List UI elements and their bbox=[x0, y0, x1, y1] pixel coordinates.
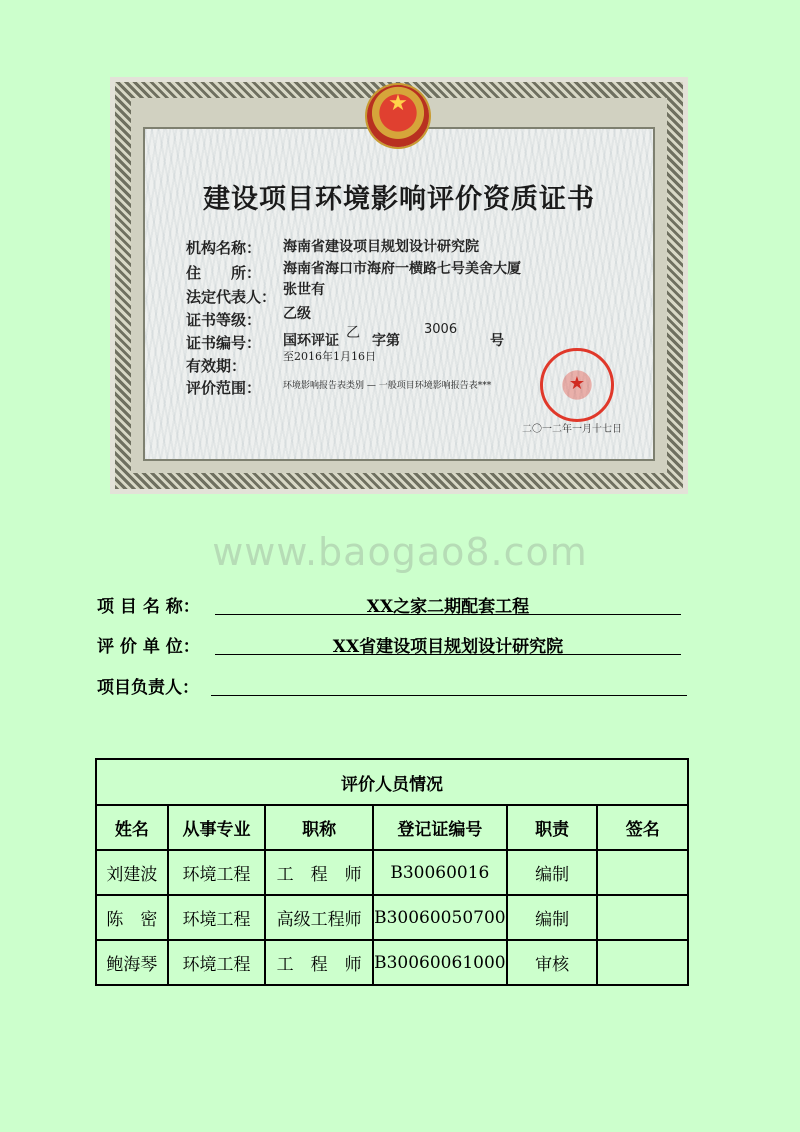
cell-title: 工 程 师 bbox=[265, 850, 373, 895]
staff-table bbox=[95, 758, 689, 986]
cert-value-org: 海南省建设项目规划设计研究院 bbox=[283, 239, 479, 255]
cert-issue-date: 二〇一二年一月十七日 bbox=[522, 424, 622, 435]
cell-specialty: 环境工程 bbox=[168, 895, 266, 940]
table-row bbox=[96, 895, 688, 940]
table-row bbox=[96, 940, 688, 985]
table-row bbox=[96, 850, 688, 895]
header-signature: 签名 bbox=[597, 805, 688, 850]
cert-value-address: 海南省海口市海府一横路七号美舍大厦 bbox=[283, 261, 521, 277]
header-title: 职称 bbox=[265, 805, 373, 850]
project-name-label: 项 目 名 称： bbox=[97, 597, 200, 617]
cell-cert-number: B30060061000 bbox=[373, 940, 507, 985]
cell-specialty: 环境工程 bbox=[168, 850, 266, 895]
staff-table-header bbox=[96, 805, 688, 850]
cell-name: 鲍海琴 bbox=[96, 940, 168, 985]
cell-signature[interactable] bbox=[597, 895, 688, 940]
cert-value-grade: 乙级 bbox=[283, 306, 311, 322]
cert-value-number-prefix: 国环评证 bbox=[283, 333, 339, 349]
cell-cert-number: B30060016 bbox=[373, 850, 507, 895]
cell-duty: 编制 bbox=[507, 850, 598, 895]
project-leader-value bbox=[211, 673, 687, 696]
cert-value-number-grade: 乙 bbox=[346, 325, 360, 341]
cell-duty: 编制 bbox=[507, 895, 598, 940]
official-seal-icon: ★ bbox=[540, 348, 614, 422]
cell-title: 工 程 师 bbox=[265, 940, 373, 985]
cert-value-validity: 至2016年1月16日 bbox=[283, 350, 376, 363]
cert-label-validity: 有效期： bbox=[186, 357, 247, 375]
cert-value-number-suffix: 号 bbox=[490, 333, 504, 349]
cert-value-rep: 张世有 bbox=[283, 282, 325, 298]
cert-value-scope: 环境影响报告表类别 — 一般项目环境影响报告表*** bbox=[283, 381, 492, 391]
watermark: www.baogao8.com bbox=[212, 530, 588, 574]
cell-name: 陈 密 bbox=[96, 895, 168, 940]
cell-title: 高级工程师 bbox=[265, 895, 373, 940]
evaluation-unit-label: 评 价 单 位： bbox=[97, 637, 200, 657]
cert-value-number-mid: 字第 bbox=[372, 333, 400, 349]
evaluation-unit-value: XX省建设项目规划设计研究院 bbox=[215, 632, 681, 655]
cert-label-org: 机构名称： bbox=[186, 239, 262, 257]
header-specialty: 从事专业 bbox=[168, 805, 266, 850]
cert-label-number: 证书编号： bbox=[186, 334, 262, 352]
cell-duty: 审核 bbox=[507, 940, 598, 985]
cell-cert-number: B30060050700 bbox=[373, 895, 507, 940]
cell-name: 刘建波 bbox=[96, 850, 168, 895]
cert-label-grade: 证书等级： bbox=[186, 311, 262, 329]
cert-label-address: 住 所： bbox=[186, 264, 262, 282]
certificate-title: 建设项目环境影响评价资质证书 bbox=[203, 184, 595, 215]
national-emblem-icon: ★ bbox=[367, 85, 429, 147]
cert-label-rep: 法定代表人： bbox=[186, 288, 277, 306]
cell-specialty: 环境工程 bbox=[168, 940, 266, 985]
staff-table-caption: 评价人员情况 bbox=[96, 759, 688, 805]
cert-label-scope: 评价范围： bbox=[186, 379, 262, 397]
project-leader-label: 项目负责人： bbox=[97, 678, 199, 698]
cell-signature[interactable] bbox=[597, 940, 688, 985]
project-name-value: XX之家二期配套工程 bbox=[215, 592, 681, 615]
cert-value-number: 3006 bbox=[424, 322, 458, 337]
header-cert-number: 登记证编号 bbox=[373, 805, 507, 850]
header-name: 姓名 bbox=[96, 805, 168, 850]
header-duty: 职责 bbox=[507, 805, 598, 850]
cell-signature[interactable] bbox=[597, 850, 688, 895]
